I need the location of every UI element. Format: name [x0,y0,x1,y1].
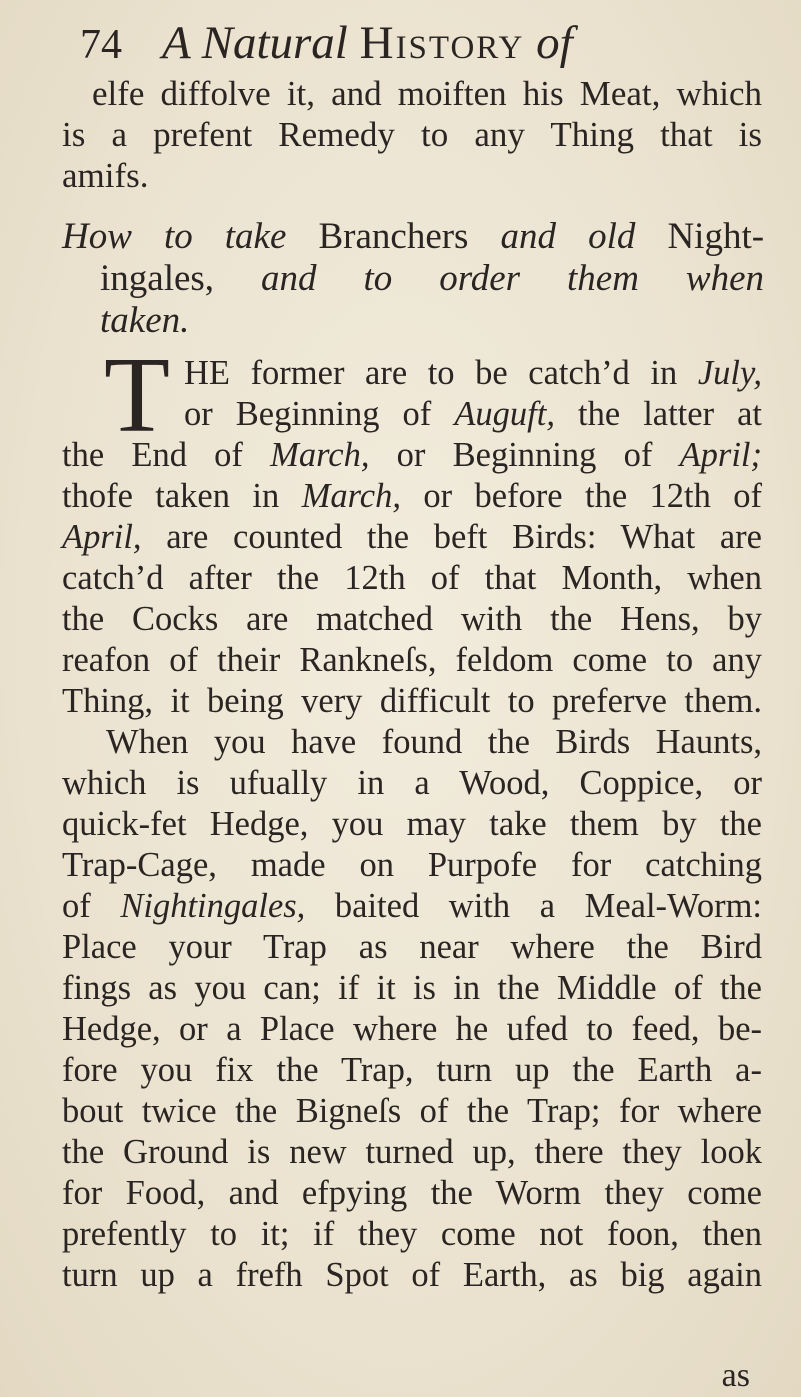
body-line-14: of Nightingales, baited with a Meal-Worm: [62,887,762,925]
body-line-2: or Beginning of Auguft, the latter at [184,395,762,433]
continued-line-1: elfe diffolve it, and moiften his Meat, which [92,74,762,113]
body-line-13: Trap-Cage, made on Purpofe for catching [62,846,762,884]
heading-line2-upright: ingales, [100,258,215,299]
body-line-17: Hedge, or a Place where he ufed to feed, be- [62,1010,762,1048]
body-line-5: April, are counted the beft Birds: What are [62,518,762,556]
page-number: 74 [80,22,122,68]
body-line-20: the Ground is new turned up, there they look [62,1133,762,1171]
body-line-11: which is ufually in a Wood, Coppice, or [62,764,762,802]
body-line-19: bout twice the Bigneſs of the Trap; for where [62,1092,762,1130]
body-line-16: fings as you can; if it is in the Middle of the [62,969,762,1007]
section-heading-line-3: taken. [100,300,190,341]
body-line-22: prefently to it; if they come not foon, then [62,1215,762,1253]
continued-line-3: amifs. [62,156,149,195]
body-line-6: catch’d after the 12th of that Month, when [62,559,762,597]
heading-part-4: Night- [667,216,765,257]
body-line-12: quick-fet Hedge, you may take them by the [62,805,762,843]
body-line-23: turn up a frefh Spot of Earth, as big again [62,1256,762,1294]
body-line-21: for Food, and efpying the Worm they come [62,1174,762,1212]
body-line-10: When you have found the Birds Haunts, [106,723,762,761]
heading-line2-italic: and to order them when [261,258,765,299]
running-title-part-b: History [359,17,525,69]
drop-cap: T [104,336,170,455]
heading-part-2: Branchers [318,216,469,257]
heading-part-1: How to take [62,216,287,257]
body-line-4: thofe taken in March, or before the 12th of [62,477,762,515]
section-heading-line-1 [62,216,764,258]
body-line-3: the End of March, or Beginning of April; [62,436,762,474]
body-line-1: HE former are to be catch’d in July, [184,354,762,392]
catchword: as [721,1357,750,1394]
running-title-part-c: of [536,17,573,69]
body-line-9: Thing, it being very difficult to preferve them. [62,682,762,720]
running-title-part-a: A Natural [162,17,348,69]
continued-line-2: is a prefent Remedy to any Thing that is [62,115,762,154]
running-head [80,12,780,74]
body-line-18: fore you fix the Trap, turn up the Earth a- [62,1051,762,1089]
body-line-8: reafon of their Rankneſs, feldom come to any [62,641,762,679]
heading-part-3: and old [500,216,636,257]
body-line-15: Place your Trap as near where the Bird [62,928,762,966]
section-heading-line-2 [100,258,764,300]
body-line-7: the Cocks are matched with the Hens, by [62,600,762,638]
